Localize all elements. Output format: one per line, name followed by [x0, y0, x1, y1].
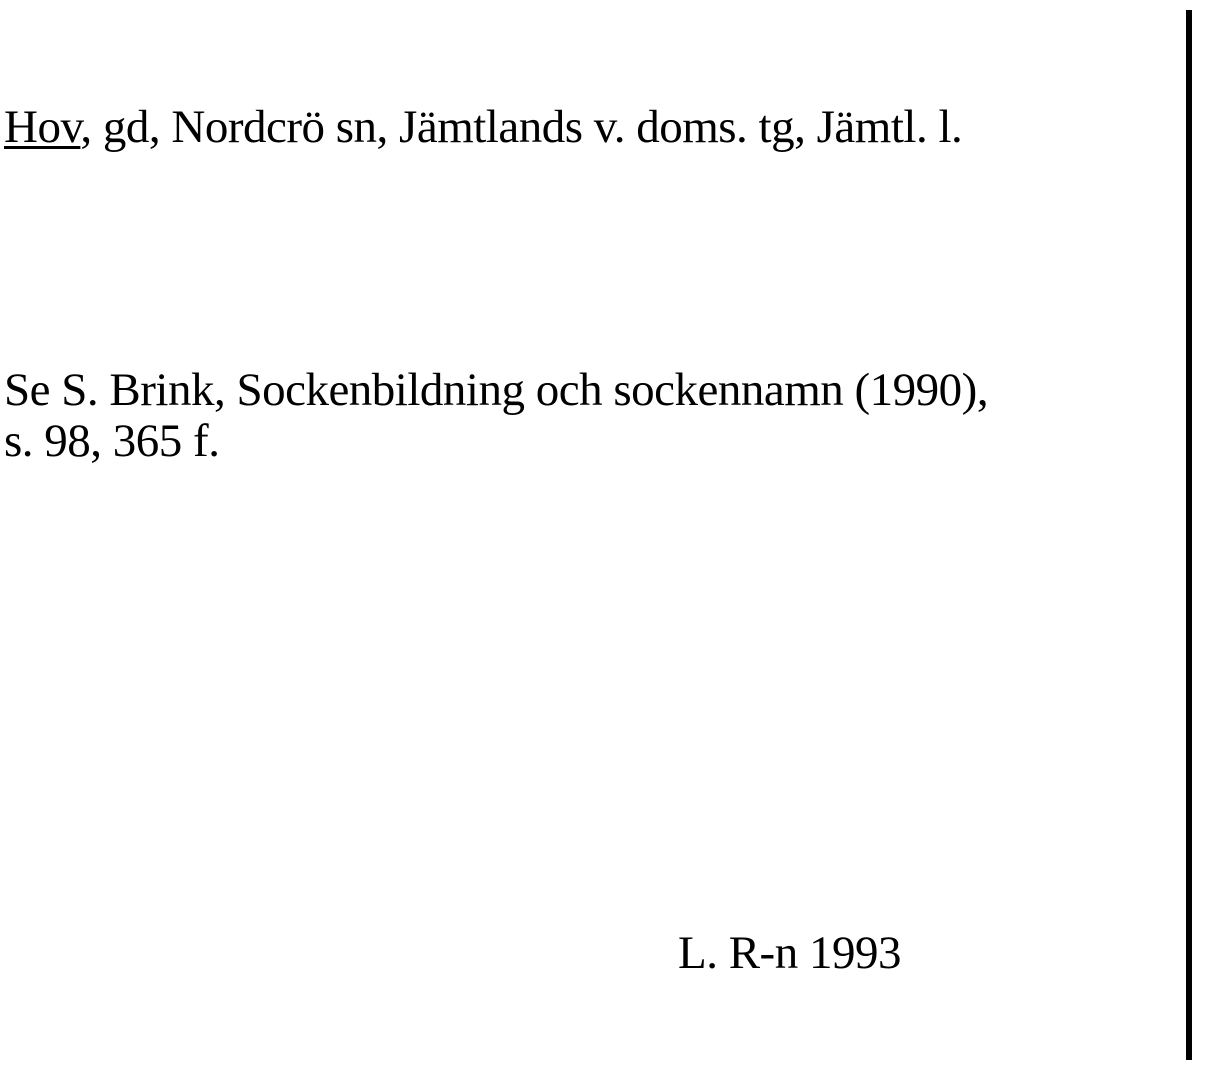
reference-line-2: s. 98, 365 f.: [4, 414, 220, 467]
heading-details: , gd, Nordcrö sn, Jämtlands v. doms. tg, Jämtl. l.: [80, 101, 963, 153]
signature: L. R-n 1993: [678, 927, 901, 979]
entry-heading: [4, 101, 963, 153]
reference-block: [4, 365, 988, 467]
reference-line-1: Se S. Brink, Sockenbildning och sockennamn (1990),: [4, 364, 989, 416]
card-edge-line: [1186, 10, 1192, 1060]
headword: Hov: [4, 101, 81, 153]
